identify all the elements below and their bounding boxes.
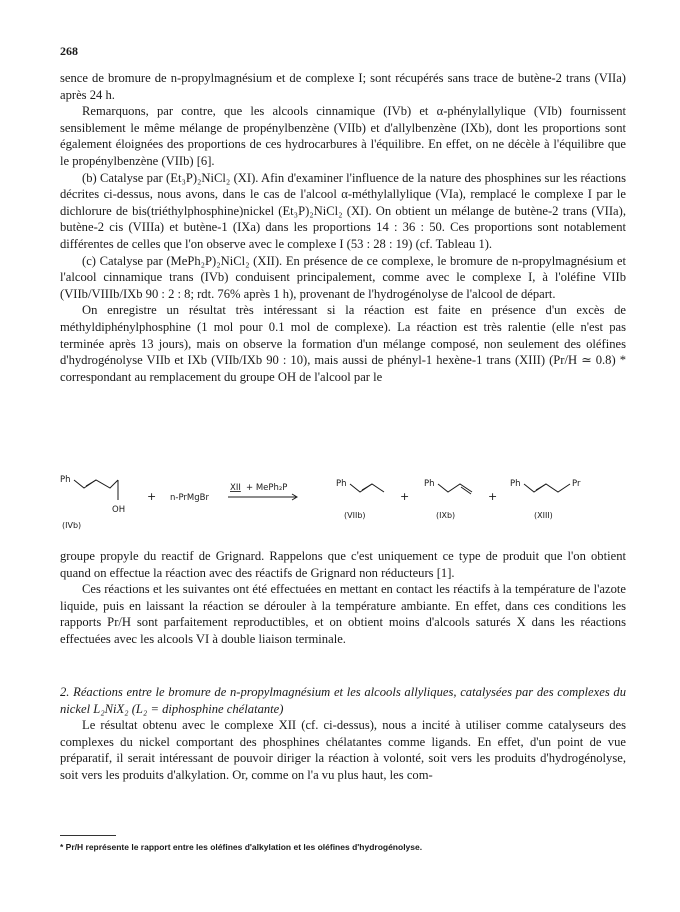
page-number: 268 [60, 44, 78, 58]
paragraph-catalysis-xii: (c) Catalyse par (MePh₂P)₂NiCl₂ (XII). En présence de ce complexe, le bromure de n-propylmagnésium et l'alcool cinnamique trans (IVb) conduisent principalement, comme avec le complexe I, à l'oléfine VIIb (VIIb/VIIIb/IXb 90 : 2 : 8; rdt. 76% après 1 h), provenant de l'hydrogénolyse de l'alcool de départ. [60, 253, 626, 301]
plus-sign-2: + [400, 490, 410, 503]
label-viib: (VIIb) [344, 511, 366, 520]
additive-label: + MePh₂P [246, 483, 288, 493]
label-xiii: (XIII) [534, 511, 553, 520]
reactant-ivb [60, 475, 125, 530]
paragraph-cinnamic: Remarquons, par contre, que les alcools cinnamique (IVb) et α-phénylallylique (VIb) fournissent sensiblement le même mélange de propénylbenzène (VIIb) et d'allylbenzène (IXb), dont les proportions sont également éloignées des proportions de ces hydrocarbures à l'équilibre. En effet, on ne décèle à l'équilibre que le propénylbenzène (VIIb) [6]. [60, 104, 626, 168]
footnote-divider [60, 835, 116, 836]
product-ixb [424, 479, 472, 520]
reaction-arrow [228, 483, 297, 500]
reaction-scheme [60, 470, 626, 540]
label-ivb: (IVb) [62, 521, 82, 530]
paragraph-continuation: sence de bromure de n-propylmagnésium et de complexe I; sont récupérés sans trace de butène-2 trans (VIIa) après 24 h. [60, 71, 626, 102]
xiii-ph-label: Ph [510, 479, 521, 489]
paragraph-catalysis-xi: (b) Catalyse par (Et₃P)₂NiCl₂ (XI). Afin d'examiner l'influence de la nature des phosphines sur les réactions décrites ci-dessus, nous avons, dans le cas de l'alcool α-méthylallylique (VIa), remplacé le complexe I par le dichlorure de bis(triéthylphosphine)nickel (Et₃P)₂NiCl₂ (XI). On obtient un mélange de butène-2 trans (VIIa), butène-2 cis (VIIIa) et butène-1 (IXa) dans les proportions 14 : 36 : 50. Ces proportions sont notablement différentes de celles que l'on observe avec le complexe I (53 : 28 : 19) (cf. Tableau 1). [60, 170, 626, 251]
section-2 [60, 684, 626, 784]
section-heading: 2. Réactions entre le bromure de n-propylmagnésium et les alcools allyliques, catalysées par des complexes du nickel L₂NiX₂ (L₂ = diphosphine chélatante) [60, 685, 626, 716]
ixb-ph-label: Ph [424, 479, 435, 489]
paragraph-section-2: Le résultat obtenu avec le complexe XII (cf. ci-dessus), nous a incité à utiliser comme catalyseurs des complexes du nickel comportant des phosphines chélatantes comme ligands. En effet, d'un point de vue préparatif, il serait intéressant de pouvoir diriger la réaction à volonté, soit vers les produits d'hydrogénolyse, soit vers les produits d'alkylation. Or, comme on l'a vu plus haut, les com- [60, 718, 626, 782]
label-ixb: (IXb) [436, 511, 456, 520]
product-viib [336, 479, 384, 520]
paragraph-conditions: Ces réactions et les suivantes ont été effectuées en mettant en contact les réactifs à la température de l'azote liquide, puis en laissant la réaction se dérouler à la température ambiante. En effet, dans ces conditions les rapports Pr/H sont parfaitement reproductibles, et on obtient moins d'alcools saturés X dans les réactions effectuées avec les alcools VI à double liaison terminale. [60, 582, 626, 646]
body-text-top [60, 70, 626, 385]
plus-sign-1: + [147, 490, 157, 503]
catalyst-label: XII [230, 483, 241, 493]
plus-sign-3: + [488, 490, 498, 503]
viib-ph-label: Ph [336, 479, 347, 489]
xiii-pr-label: Pr [572, 479, 581, 489]
reactant-oh-label: OH [112, 505, 126, 515]
body-text-mid [60, 548, 626, 648]
paragraph-propyl-group: groupe propyle du reactif de Grignard. Rappelons que c'est uniquement ce type de produit que l'on obtient quand on effectue la réaction avec des réactifs de Grignard non réducteurs [1]. [60, 549, 626, 580]
product-xiii [510, 479, 581, 520]
grignard-reagent: n-PrMgBr [170, 493, 209, 503]
paragraph-excess-phosphine: On enregistre un résultat très intéressant si la réaction est faite en présence d'un excès de méthyldiphénylphosphine (1 mol pour 0.1 mol de complexe). La réaction est très ralentie (elle n'est pas terminée après 13 jours), mais on observe la formation d'un mélange composé, non seulement des oléfines d'hydrogénolyse VIIb et IXb (VIIb/IXb 90 : 10), mais aussi de phényl-1 hexène-1 trans (XIII) (Pr/H ≃ 0.8) * correspondant au remplacement du groupe OH de l'alcool par le [60, 303, 626, 384]
reactant-ph-label: Ph [60, 475, 71, 485]
footnote: * Pr/H représente le rapport entre les oléfines d'alkylation et les oléfines d'hydrogénolyse. [60, 842, 423, 852]
